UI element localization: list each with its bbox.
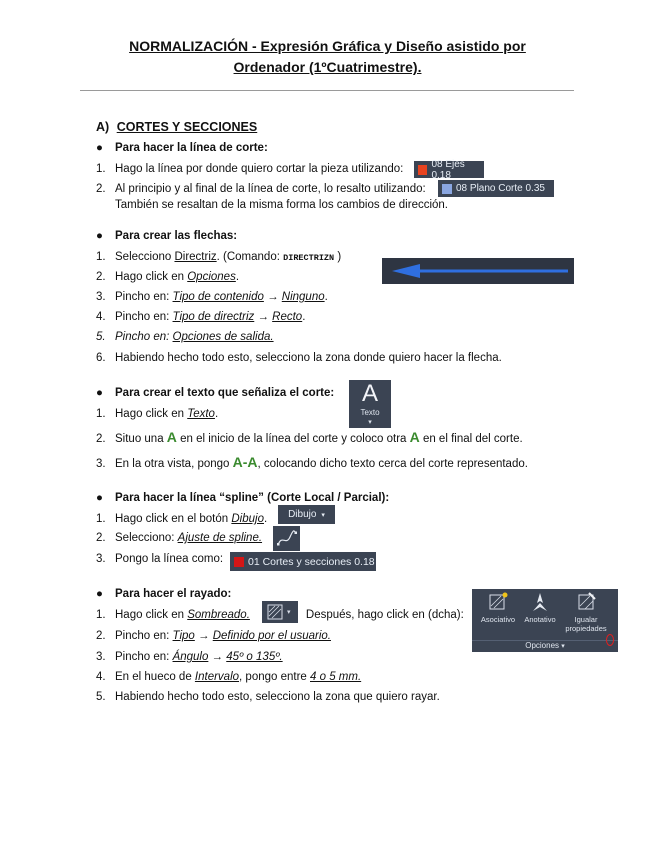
svg-text:▾: ▾ [287,608,291,616]
corte-item-2-continuation: También se resaltan de la misma forma los cambios de dirección. [115,199,449,211]
document-title-line2: Ordenador (1ºCuatrimestre). [233,59,422,75]
dialog-launcher-highlight[interactable] [606,634,614,646]
chevron-down-icon: ▾ [368,419,372,426]
texto-item-1: 1. Hago click en Texto. [96,408,219,420]
texto-item-3: 3. En la otra vista, pongo A-A, colocando dicho texto cerca del corte representado. [96,454,528,470]
hatch-tool-button[interactable] [262,601,298,623]
layer-chip-plano-corte[interactable]: 08 Plano Corte 0.35 [438,180,554,197]
dibujo-dropdown-button[interactable]: Dibujo ▾ [278,505,335,524]
layer-color-swatch [418,165,427,175]
flechas-item-6: 6. Habiendo hecho todo esto, selecciono la zona donde quiero hacer la flecha. [96,352,502,364]
spline-heading: ● Para hacer la línea “spline” (Corte Local / Parcial): [96,492,390,504]
texto-item-2: 2. Situo una A en el inicio de la línea del corte y coloco otra A en el final del corte. [96,429,523,445]
hatch-icon [262,601,298,623]
spline-icon [273,526,300,551]
leader-arrow-preview [382,258,574,284]
flechas-heading: ● Para crear las flechas: [96,230,238,242]
corte-heading: ● Para hacer la línea de corte: [96,142,268,154]
flechas-item-4: 4. Pincho en: Tipo de directriz → Recto. [96,311,306,323]
annotative-scale-icon [529,591,551,613]
layer-color-swatch [234,557,244,567]
rayado-item-2: 2. Pincho en: Tipo → Definido por el usuario. [96,630,331,642]
rayado-item-3: 3. Pincho en: Ángulo → 45º o 135º. [96,651,283,663]
texto-heading: ● Para crear el texto que señaliza el corte: [96,387,335,399]
rayado-item-1: 1. Hago click en Sombreado. Después, hago click en (dcha): [96,609,464,621]
flechas-item-2: 2. Hago click en Opciones. [96,271,240,283]
match-properties-icon [575,591,597,613]
opciones-panel-footer[interactable]: Opciones ▾ [525,641,565,650]
rayado-item-4: 4. En el hueco de Intervalo, pongo entre 4 o 5 mm. [96,671,362,683]
section-letter: A) [96,120,110,134]
texto-tool-button[interactable] [349,380,391,428]
hatch-options-panel [472,589,618,652]
section-name: CORTES Y SECCIONES [116,120,258,134]
document-title-line1: NORMALIZACIÓN - Expresión Gráfica y Diseño asistido por [129,38,526,54]
spline-fit-button[interactable] [273,526,300,551]
chevron-down-icon: ▾ [561,643,565,650]
text-a-icon: A [361,380,378,407]
rayado-heading: ● Para hacer el rayado: [96,588,232,600]
flechas-item-5: 5. Pincho en: Opciones de salida. [96,331,274,343]
spline-item-3: 3. Pongo la línea como: [96,553,224,565]
igualar-propiedades-button[interactable]: Igualar propiedades [560,591,612,633]
corte-item-2: 2. Al principio y al final de la línea de corte, lo resalto utilizando: [96,183,426,195]
corte-item-1: 1. Hago la línea por donde quiero cortar la pieza utilizando: [96,163,404,175]
asociativo-button[interactable]: Asociativo [476,591,520,624]
spline-item-2: 2. Selecciono: Ajuste de spline. [96,532,263,544]
anotativo-button[interactable]: Anotativo [520,591,560,624]
spline-item-1: 1. Hago click en el botón Dibujo. [96,513,268,525]
title-divider [80,90,574,91]
associative-hatch-icon [485,591,511,613]
section-heading [96,120,257,134]
rayado-item-5: 5. Habiendo hecho todo esto, selecciono la zona que quiero rayar. [96,691,440,703]
layer-chip-ejes[interactable]: 08 Ejes 0.18 [414,161,484,178]
command-text: DIRECTRIZN [283,253,335,263]
flechas-item-3: 3. Pincho en: Tipo de contenido → Ninguno. [96,291,328,303]
layer-chip-cortes[interactable]: 01 Cortes y secciones 0.18 [230,552,376,571]
arrow-left-icon [382,258,574,284]
texto-tool-label: Texto [360,408,380,417]
layer-color-swatch [442,184,452,194]
chevron-down-icon: ▾ [321,511,325,519]
flechas-item-1: 1. Selecciono Directriz. (Comando: DIRECTRIZN ) [96,251,342,263]
